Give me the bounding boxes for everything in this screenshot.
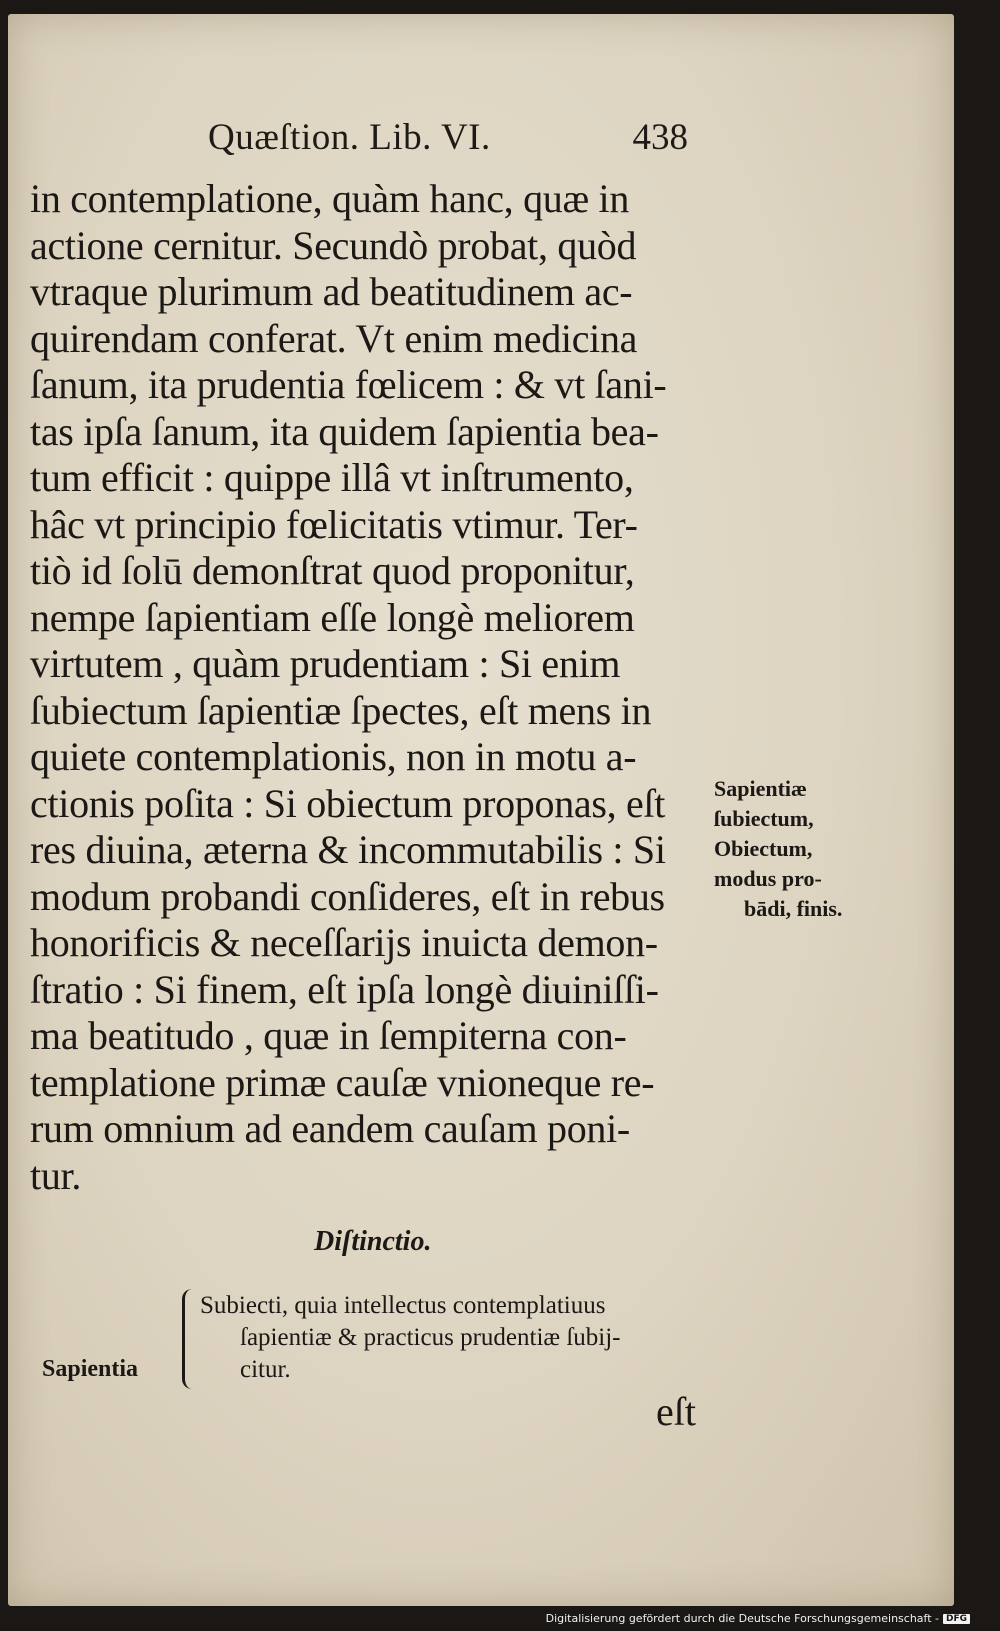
text-line: tas ipſa ſanum, ita quidem ſapientia bea-: [30, 408, 659, 454]
distinctio-label: Sapientia: [42, 1356, 139, 1382]
text-line: ſubiectum ſapientiæ ſpectes, eſt mens in: [30, 687, 652, 733]
distinctio-text: [200, 1290, 740, 1386]
text-line: virtutem , quàm prudentiam : Si enim: [30, 641, 621, 686]
text-line: ma beatitudo , quæ in ſempiterna con-: [30, 1013, 627, 1058]
margin-note-line: ſubiectum,: [714, 806, 814, 831]
text-line: tum efficit : quippe illâ vt inſtrumento,: [30, 455, 634, 500]
text-line: hâc vt principio fœlicitatis vtimur. Ter-: [30, 501, 638, 547]
text-line: nempe ſapientiam eſſe longè meliorem: [30, 594, 635, 640]
brace-icon: [182, 1289, 199, 1389]
margin-note-line: Sapientiæ: [714, 776, 807, 801]
marginal-note: [714, 774, 874, 924]
text-line: actione cernitur. Secundò probat, quòd: [30, 222, 637, 268]
distinctio-heading: Diſtinctio.: [314, 1226, 432, 1257]
dfg-logo-icon: DFG: [943, 1614, 970, 1624]
text-line: res diuina, æterna & incommutabilis : Si: [30, 827, 666, 872]
text-line: in contemplatione, quàm hanc, quæ in: [30, 176, 630, 221]
text-line: ſtratio : Si finem, eſt ipſa longè diuiniſſi-: [30, 966, 659, 1012]
text-line: ctionis poſita : Si obiectum proponas, eſt: [30, 780, 666, 826]
book-page: [8, 14, 954, 1606]
page-header: [208, 116, 688, 166]
margin-note-line: Obiectum,: [714, 836, 813, 861]
margin-note-line: bādi, finis.: [744, 896, 843, 921]
distinctio-line: citur.: [240, 1356, 291, 1383]
text-line: ſanum, ita prudentia fœlicem : & vt ſani-: [30, 362, 667, 407]
text-line: rum omnium ad eandem cauſam poni-: [30, 1106, 630, 1151]
text-line: quiete contemplationis, non in motu a-: [30, 734, 637, 779]
text-line: tur.: [30, 1152, 82, 1198]
running-head: Quæſtion. Lib. VI.: [208, 117, 491, 158]
margin-note-line: modus pro-: [714, 866, 822, 891]
digitization-footer: [546, 1612, 970, 1625]
text-line: honorificis & neceſſarijs inuicta demon-: [30, 920, 658, 965]
footer-credit: Digitalisierung gefördert durch die Deutsche Forschungsgemeinschaft -: [545, 1612, 939, 1625]
text-line: quirendam conferat. Vt enim medicina: [30, 315, 638, 361]
text-line: templatione primæ cauſæ vnioneque re-: [30, 1059, 655, 1105]
page-number: 438: [632, 117, 688, 158]
text-line: tiò id ſolū demonſtrat quod proponitur,: [30, 548, 635, 593]
catchword: eſt: [656, 1389, 696, 1434]
distinctio-line: Subiecti, quia intellectus contemplatiuus: [200, 1292, 606, 1319]
text-line: vtraque plurimum ad beatitudinem ac-: [30, 269, 633, 314]
text-line: modum probandi conſideres, eſt in rebus: [30, 873, 665, 919]
distinctio-line: ſapientiæ & practicus prudentiæ ſubij-: [240, 1324, 621, 1351]
main-text-block: [30, 176, 710, 1199]
